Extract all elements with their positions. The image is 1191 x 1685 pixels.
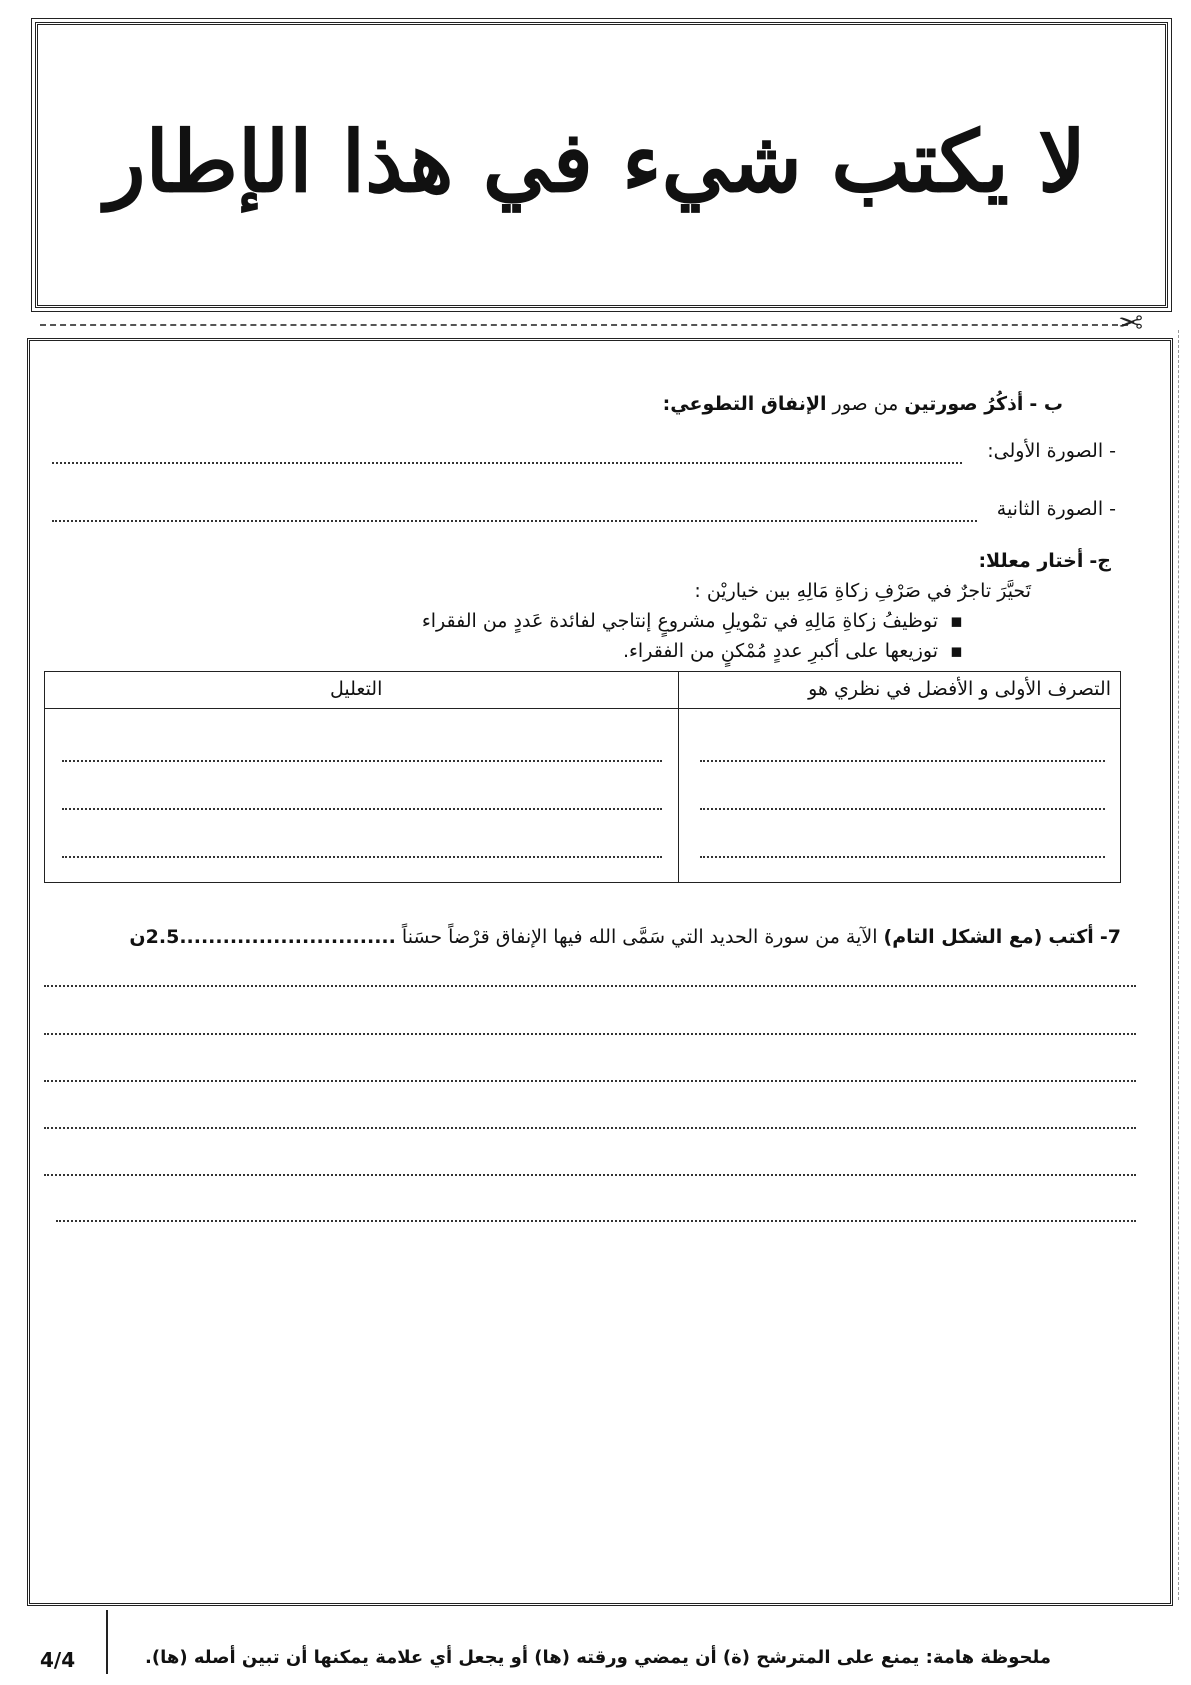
scissors-icon: ✂ bbox=[1118, 306, 1144, 341]
question-7-qualifier: (مع الشكل التام) bbox=[883, 926, 1043, 948]
section-b-heading bbox=[663, 393, 1063, 415]
section-b-instruction-bold2: الإنفاق التطوعي: bbox=[662, 393, 827, 415]
cut-line bbox=[40, 324, 1128, 326]
table-column-divider bbox=[678, 671, 679, 883]
question-7-heading bbox=[129, 926, 1121, 948]
justification-answer-line[interactable] bbox=[62, 760, 662, 762]
do-not-write-title: لا يكتب شيء في هذا الإطار bbox=[104, 112, 1087, 211]
option-2 bbox=[623, 640, 963, 662]
bullet-icon: ▪ bbox=[938, 610, 963, 632]
answer-frame bbox=[27, 338, 1173, 1606]
justification-answer-line[interactable] bbox=[62, 808, 662, 810]
bullet-icon: ▪ bbox=[938, 640, 963, 662]
justification-answer-line[interactable] bbox=[62, 856, 662, 858]
question-7-answer-line[interactable] bbox=[44, 1127, 1136, 1129]
section-c-instruction: أختار معللا: bbox=[978, 550, 1084, 572]
question-7-answer-line[interactable] bbox=[44, 1174, 1136, 1176]
question-7-points: 2.5ن bbox=[129, 926, 180, 948]
section-b-instruction-rest: من صور bbox=[832, 393, 899, 415]
choice-answer-line[interactable] bbox=[700, 760, 1105, 762]
question-7-answer-line[interactable] bbox=[44, 1080, 1136, 1082]
table-header-divider bbox=[44, 708, 1121, 709]
first-image-answer-line[interactable] bbox=[52, 462, 962, 464]
choice-table bbox=[44, 671, 1121, 883]
question-7-points-dots: .............................. bbox=[179, 926, 396, 948]
section-c-label: ج- bbox=[1089, 550, 1111, 572]
question-7-text: الآية من سورة الحديد التي سَمَّى الله فيها الإنفاق قرْضاً حسَناً bbox=[401, 926, 878, 948]
first-image-label: - الصورة الأولى: bbox=[987, 440, 1116, 462]
option-1-text: توظيفُ زكاةِ مَالِهِ في تمْويلِ مشروعٍ إنتاجي لفائدة عَددٍ من الفقراء bbox=[421, 610, 939, 632]
second-image-answer-line[interactable] bbox=[52, 520, 977, 522]
question-7-verb: أكتب bbox=[1048, 926, 1094, 948]
second-image-label: - الصورة الثانية bbox=[996, 498, 1116, 520]
choice-answer-line[interactable] bbox=[700, 856, 1105, 858]
option-1 bbox=[422, 610, 963, 632]
choice-answer-line[interactable] bbox=[700, 808, 1105, 810]
footer-note: ملحوظة هامة: يمنع على المترشح (ة) أن يمضي ورقته (ها) أو يجعل أي علامة يمكنها أن تبين أصله (ها). bbox=[145, 1647, 1051, 1668]
section-c-scenario: تَحيَّرَ تاجرٌ في صَرْفِ زكاةِ مَالِهِ بين خياريْن : bbox=[694, 580, 1031, 602]
question-7-answer-line[interactable] bbox=[56, 1220, 1136, 1222]
question-7-answer-line[interactable] bbox=[44, 985, 1136, 987]
margin-line bbox=[1178, 330, 1179, 1600]
section-b-instruction-bold: أذكُرُ صورتين bbox=[904, 393, 1024, 415]
table-header-justification: التعليل bbox=[330, 678, 383, 700]
question-7-answer-line[interactable] bbox=[44, 1033, 1136, 1035]
section-c-heading bbox=[978, 550, 1111, 572]
question-7-number: 7- bbox=[1099, 926, 1121, 948]
page-number: 4/4 bbox=[40, 1648, 76, 1672]
option-2-text: توزيعها على أكبرِ عددٍ مُمْكنٍ من الفقراء. bbox=[622, 640, 939, 662]
table-header-choice: التصرف الأولى و الأفضل في نظري هو bbox=[808, 678, 1111, 700]
section-b-label: ب - bbox=[1029, 393, 1063, 415]
